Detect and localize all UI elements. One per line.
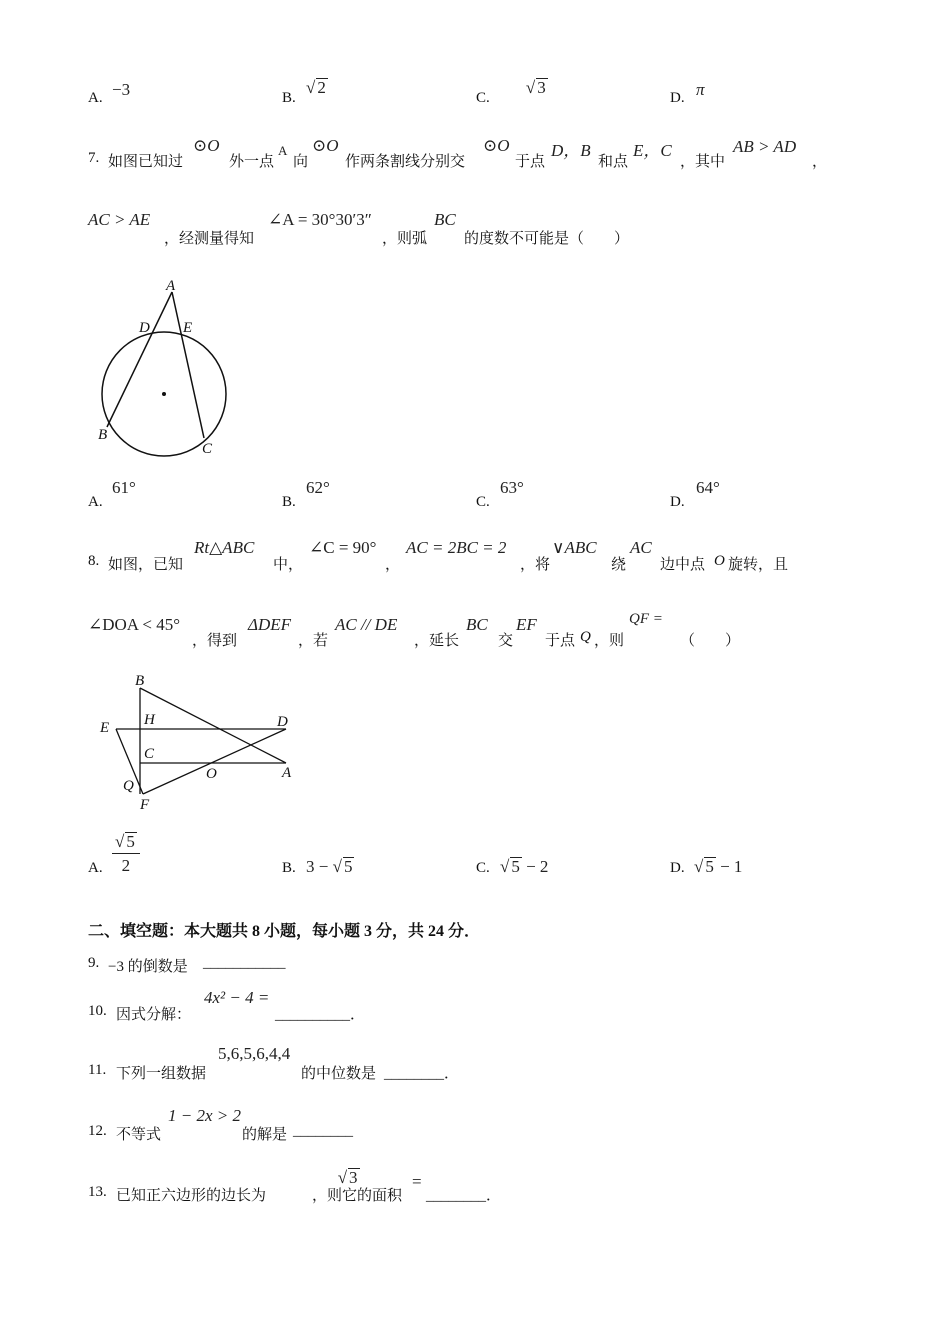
q8-option-a-letter: A. bbox=[88, 860, 103, 876]
q10-expression: 4x² − 4 = bbox=[204, 988, 270, 1007]
q8-option-b-letter: B. bbox=[282, 860, 296, 876]
q7-text-5: 于点 bbox=[515, 154, 546, 170]
suffix: − 1 bbox=[720, 857, 743, 876]
q8-equation: AC = 2BC = 2 bbox=[406, 538, 507, 557]
q8-text-5: 绕 bbox=[611, 557, 627, 573]
q7-text-2: 外一点 bbox=[229, 154, 275, 170]
q8-text-8: ，得到 bbox=[192, 633, 238, 649]
q6-option-c-letter: C. bbox=[476, 90, 490, 106]
q8-option-c-value: √ 5 − 2 bbox=[500, 857, 549, 876]
q12-text-2: 的解是 bbox=[242, 1127, 288, 1143]
q7-angle-measure: ∠A = 30°30′3″ bbox=[268, 210, 372, 229]
q7-option-b-letter: B. bbox=[282, 494, 296, 510]
q12-answer-blank[interactable]: ________ bbox=[293, 1123, 353, 1139]
q7-text-4: 作两条割线分别交 bbox=[345, 154, 466, 170]
q10-number: 10. bbox=[88, 1003, 107, 1019]
radicand: 3 bbox=[349, 1168, 358, 1187]
q7-text-8: ，经测量得知 bbox=[164, 231, 255, 247]
q11-text-2: 的中位数是 bbox=[301, 1066, 377, 1082]
q7-circle-figure bbox=[90, 272, 250, 462]
q7-text-10: 的度数不可能是（ ） bbox=[464, 231, 630, 247]
q13-answer-blank[interactable]: ________． bbox=[426, 1188, 502, 1204]
q8-text-7: 旋转，且 bbox=[728, 557, 789, 573]
label-e: E bbox=[100, 720, 110, 736]
label-f: F bbox=[140, 797, 150, 813]
q7-option-a-letter: A. bbox=[88, 494, 103, 510]
q6-option-a-letter: A. bbox=[88, 90, 103, 106]
q8-point-q: Q bbox=[580, 629, 591, 645]
line-ba bbox=[140, 688, 286, 763]
q8-triangle-figure bbox=[96, 670, 306, 815]
label-b: B bbox=[98, 427, 108, 443]
q7-option-d-letter: D. bbox=[670, 494, 685, 510]
q8-triangle-abc: ∨ABC bbox=[552, 538, 597, 557]
q7-number: 7. bbox=[88, 150, 100, 166]
label-c: C bbox=[144, 746, 155, 762]
q8-text-10: ，延长 bbox=[414, 633, 460, 649]
q9-number: 9. bbox=[88, 955, 100, 971]
q8-side-ef: EF bbox=[516, 615, 537, 634]
q7-option-b-value: 62° bbox=[306, 478, 330, 497]
q8-text-12: 于点 bbox=[545, 633, 576, 649]
label-o: O bbox=[206, 766, 217, 782]
q11-data-set: 5,6,5,6,4,4 bbox=[218, 1044, 291, 1063]
q6-option-b-letter: B. bbox=[282, 90, 296, 106]
q8-text-11: 交 bbox=[498, 633, 514, 649]
q6-option-b-value: √ 2 bbox=[306, 78, 326, 97]
label-d: D bbox=[277, 714, 288, 730]
q7-points-db: D，B bbox=[551, 141, 591, 160]
q7-text-1: 如图已知过 bbox=[108, 154, 184, 170]
q8-text-1: 如图，已知 bbox=[108, 557, 184, 573]
q13-text-2: ，则它的面积 bbox=[312, 1188, 403, 1204]
q7-circle-o-2: ⊙O bbox=[312, 136, 339, 155]
q12-text: 不等式 bbox=[116, 1127, 162, 1143]
q13-number: 13. bbox=[88, 1184, 107, 1200]
secant-ac bbox=[172, 292, 204, 438]
q7-option-c-value: 63° bbox=[500, 478, 524, 497]
q8-option-a-fraction bbox=[112, 832, 140, 876]
q8-text-6: 边中点 bbox=[660, 557, 706, 573]
q7-circle-o-3: ⊙O bbox=[483, 136, 510, 155]
q11-answer-blank[interactable]: ________． bbox=[384, 1066, 460, 1082]
q7-condition-2: AC > AE bbox=[88, 210, 151, 229]
q7-circle-o-1: ⊙O bbox=[193, 136, 220, 155]
q8-text-4: ，将 bbox=[520, 557, 551, 573]
q10-answer-blank[interactable]: __________． bbox=[275, 1007, 366, 1023]
q8-rt-triangle: Rt△ABC bbox=[194, 538, 255, 557]
numerator: √ 5 bbox=[112, 832, 140, 854]
radicand: 5 bbox=[126, 832, 135, 851]
section-2-title: 二、填空题：本大题共 8 小题，每小题 3 分，共 24 分． bbox=[88, 923, 481, 940]
line-fd bbox=[143, 729, 286, 794]
q7-arc-bc: BC bbox=[434, 210, 456, 229]
q8-triangle-def: ΔDEF bbox=[248, 615, 292, 634]
q12-inequality: 1 − 2x > 2 bbox=[168, 1106, 241, 1125]
q13-side-length: √ 3 bbox=[337, 1168, 358, 1187]
radicand: 3 bbox=[537, 78, 546, 97]
label-b: B bbox=[135, 673, 145, 689]
label-a: A bbox=[282, 765, 292, 781]
q8-option-c-letter: C. bbox=[476, 860, 490, 876]
q6-option-c-value: √ 3 bbox=[525, 78, 546, 97]
q9-text: −3 的倒数是 bbox=[108, 959, 188, 975]
q11-number: 11. bbox=[88, 1062, 107, 1078]
secant-ab bbox=[107, 292, 172, 427]
q8-option-b-value: 3 − √ 5 bbox=[306, 857, 353, 876]
suffix: − 2 bbox=[526, 857, 549, 876]
q8-option-d-letter: D. bbox=[670, 860, 685, 876]
q8-text-2: 中， bbox=[273, 557, 304, 573]
q9-answer-blank[interactable]: ___________ bbox=[203, 955, 286, 971]
label-e: E bbox=[183, 320, 193, 336]
q7-points-ec: E，C bbox=[633, 141, 672, 160]
q8-text-13: ，则 bbox=[594, 633, 625, 649]
q6-option-a-value: −3 bbox=[112, 80, 131, 99]
q7-option-a-value: 61° bbox=[112, 478, 136, 497]
q12-number: 12. bbox=[88, 1123, 107, 1139]
q8-condition: ∠DOA < 45° bbox=[88, 615, 181, 634]
label-h: H bbox=[144, 712, 155, 728]
q7-option-c-letter: C. bbox=[476, 494, 490, 510]
q6-option-d-letter: D. bbox=[670, 90, 685, 106]
q8-option-d-value: √ 5 − 1 bbox=[694, 857, 743, 876]
q8-number: 8. bbox=[88, 553, 100, 569]
q7-text-6: 和点 bbox=[598, 154, 629, 170]
q10-text: 因式分解： bbox=[116, 1007, 192, 1023]
q7-text-3: 向 bbox=[293, 154, 309, 170]
q8-text-3: ， bbox=[385, 557, 401, 573]
label-d: D bbox=[139, 320, 150, 336]
q8-parallel: AC // DE bbox=[335, 615, 398, 634]
q11-text: 下列一组数据 bbox=[116, 1066, 207, 1082]
q8-text-14: （ ） bbox=[680, 633, 741, 649]
radicand: 5 bbox=[705, 857, 714, 876]
radicand: 5 bbox=[511, 857, 520, 876]
q7-option-d-value: 64° bbox=[696, 478, 720, 497]
q7-point-a: A bbox=[278, 143, 288, 158]
label-a: A bbox=[166, 278, 176, 294]
q7-text-7: ，其中 bbox=[680, 154, 726, 170]
radicand: 2 bbox=[317, 78, 326, 97]
prefix: 3 − bbox=[306, 857, 329, 876]
label-q: Q bbox=[123, 778, 134, 794]
q7-condition-1: AB > AD bbox=[733, 137, 797, 156]
q8-point-o: O bbox=[714, 553, 725, 569]
center-point bbox=[162, 392, 166, 396]
q7-comma: ， bbox=[812, 154, 828, 170]
q8-angle-c: ∠C = 90° bbox=[309, 538, 377, 557]
q8-side-ac: AC bbox=[630, 538, 652, 557]
label-c: C bbox=[202, 441, 213, 457]
q6-option-d-value: π bbox=[696, 80, 705, 99]
radicand: 5 bbox=[343, 857, 353, 876]
q8-text-9: ，若 bbox=[298, 633, 329, 649]
denominator: 2 bbox=[121, 856, 131, 875]
q13-equals: = bbox=[412, 1172, 422, 1191]
q8-qf-equals: QF = bbox=[629, 611, 663, 627]
q13-text: 已知正六边形的边长为 bbox=[116, 1188, 267, 1204]
q7-text-9: ，则弧 bbox=[382, 231, 428, 247]
q8-side-bc: BC bbox=[466, 615, 488, 634]
